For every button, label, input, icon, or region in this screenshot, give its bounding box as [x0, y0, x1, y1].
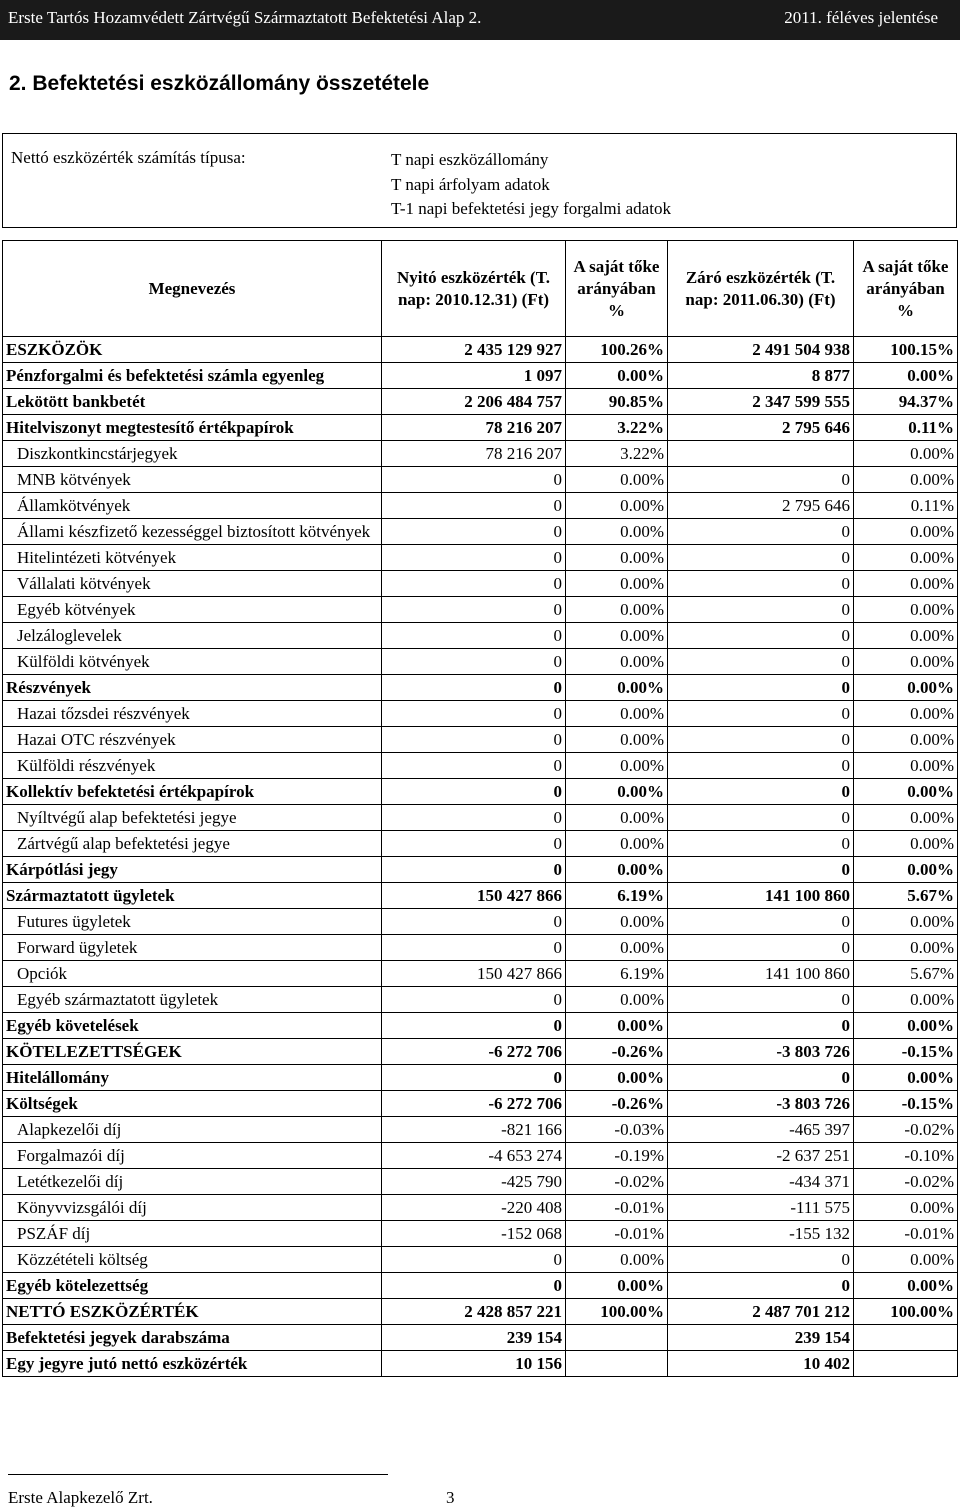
row-label: Egyéb kötelezettség: [3, 1273, 382, 1299]
footer-company: Erste Alapkezelő Zrt.: [8, 1488, 153, 1507]
closing-value-cell: 0: [668, 623, 854, 649]
closing-ratio-cell: 0.00%: [854, 805, 958, 831]
closing-value-cell: 0: [668, 779, 854, 805]
table-row: [3, 909, 958, 935]
closing-value-cell: 0: [668, 1065, 854, 1091]
opening-ratio-cell: 0.00%: [566, 935, 668, 961]
closing-ratio-cell: -0.15%: [854, 1039, 958, 1065]
opening-ratio-cell: -0.26%: [566, 1039, 668, 1065]
closing-ratio-cell: 0.00%: [854, 597, 958, 623]
closing-value-cell: 0: [668, 727, 854, 753]
table-row: [3, 883, 958, 909]
closing-ratio-cell: -0.02%: [854, 1169, 958, 1195]
table-row: [3, 623, 958, 649]
closing-ratio-cell: -0.02%: [854, 1117, 958, 1143]
header-closing-ratio: A saját tőke arányában %: [854, 241, 958, 337]
opening-value-cell: 0: [382, 493, 566, 519]
row-label: Alapkezelői díj: [3, 1117, 382, 1143]
row-label: Forward ügyletek: [3, 935, 382, 961]
table-row: [3, 1351, 958, 1377]
closing-ratio-cell: 0.00%: [854, 701, 958, 727]
opening-value-cell: 0: [382, 467, 566, 493]
table-row: [3, 467, 958, 493]
table-row: [3, 779, 958, 805]
closing-value-cell: 0: [668, 831, 854, 857]
closing-value-cell: 2 795 646: [668, 493, 854, 519]
row-label: Egyéb származtatott ügyletek: [3, 987, 382, 1013]
calculation-type-box: [2, 133, 957, 228]
opening-value-cell: 78 216 207: [382, 441, 566, 467]
closing-ratio-cell: 100.15%: [854, 337, 958, 363]
table-row: [3, 675, 958, 701]
closing-ratio-cell: 0.00%: [854, 675, 958, 701]
table-row: [3, 857, 958, 883]
closing-value-cell: -155 132: [668, 1221, 854, 1247]
table-row: [3, 727, 958, 753]
opening-value-cell: 1 097: [382, 363, 566, 389]
closing-ratio-cell: 0.00%: [854, 649, 958, 675]
table-row: [3, 1273, 958, 1299]
row-label: Külföldi kötvények: [3, 649, 382, 675]
opening-value-cell: 2 206 484 757: [382, 389, 566, 415]
table-row: [3, 493, 958, 519]
opening-ratio-cell: 0.00%: [566, 467, 668, 493]
table-row: [3, 1117, 958, 1143]
opening-value-cell: 0: [382, 1273, 566, 1299]
opening-ratio-cell: 100.00%: [566, 1299, 668, 1325]
row-label: MNB kötvények: [3, 467, 382, 493]
closing-ratio-cell: 0.00%: [854, 987, 958, 1013]
row-label: Egyéb követelések: [3, 1013, 382, 1039]
table-row: [3, 935, 958, 961]
table-row: [3, 1143, 958, 1169]
opening-value-cell: 78 216 207: [382, 415, 566, 441]
opening-value-cell: 0: [382, 1247, 566, 1273]
closing-ratio-cell: 5.67%: [854, 961, 958, 987]
row-label: Részvények: [3, 675, 382, 701]
table-row: [3, 545, 958, 571]
table-row: [3, 441, 958, 467]
closing-ratio-cell: 0.00%: [854, 753, 958, 779]
opening-ratio-cell: 6.19%: [566, 961, 668, 987]
opening-ratio-cell: 0.00%: [566, 701, 668, 727]
opening-ratio-cell: 0.00%: [566, 1065, 668, 1091]
closing-ratio-cell: 0.00%: [854, 545, 958, 571]
row-label: Hitelviszonyt megtestesítő értékpapírok: [3, 415, 382, 441]
opening-ratio-cell: 3.22%: [566, 441, 668, 467]
header-closing-value: Záró eszközérték (T. nap: 2011.06.30) (Ft): [668, 241, 854, 337]
closing-ratio-cell: 0.00%: [854, 1195, 958, 1221]
closing-ratio-cell: 0.00%: [854, 1065, 958, 1091]
closing-ratio-cell: -0.15%: [854, 1091, 958, 1117]
row-label: Költségek: [3, 1091, 382, 1117]
opening-ratio-cell: 0.00%: [566, 1247, 668, 1273]
table-row: [3, 987, 958, 1013]
closing-value-cell: 141 100 860: [668, 883, 854, 909]
closing-value-cell: 0: [668, 753, 854, 779]
closing-value-cell: 0: [668, 467, 854, 493]
calc-line: T-1 napi befektetési jegy forgalmi adatok: [391, 199, 671, 218]
opening-value-cell: 0: [382, 909, 566, 935]
closing-ratio-cell: 0.00%: [854, 935, 958, 961]
table-row: [3, 1091, 958, 1117]
row-label: ESZKÖZÖK: [3, 337, 382, 363]
table-row: [3, 1039, 958, 1065]
opening-ratio-cell: -0.01%: [566, 1221, 668, 1247]
opening-value-cell: 0: [382, 779, 566, 805]
closing-ratio-cell: 0.00%: [854, 857, 958, 883]
closing-value-cell: -465 397: [668, 1117, 854, 1143]
table-row: [3, 805, 958, 831]
opening-value-cell: 0: [382, 831, 566, 857]
closing-ratio-cell: 0.00%: [854, 571, 958, 597]
table-body: [3, 337, 958, 1377]
opening-value-cell: -821 166: [382, 1117, 566, 1143]
closing-value-cell: -2 637 251: [668, 1143, 854, 1169]
opening-ratio-cell: 0.00%: [566, 493, 668, 519]
opening-value-cell: 0: [382, 727, 566, 753]
opening-ratio-cell: 0.00%: [566, 857, 668, 883]
section-title: 2. Befektetési eszközállomány összetétele: [9, 72, 430, 95]
opening-ratio-cell: 0.00%: [566, 831, 668, 857]
row-label: Diszkontkincstárjegyek: [3, 441, 382, 467]
opening-ratio-cell: 0.00%: [566, 545, 668, 571]
calculation-type-label: Nettó eszközérték számítás típusa:: [11, 148, 246, 167]
closing-ratio-cell: 5.67%: [854, 883, 958, 909]
closing-value-cell: 2 795 646: [668, 415, 854, 441]
closing-ratio-cell: -0.01%: [854, 1221, 958, 1247]
closing-ratio-cell: -0.10%: [854, 1143, 958, 1169]
opening-value-cell: 0: [382, 623, 566, 649]
closing-value-cell: 239 154: [668, 1325, 854, 1351]
row-label: Könyvvizsgálói díj: [3, 1195, 382, 1221]
opening-value-cell: 0: [382, 857, 566, 883]
closing-value-cell: 2 347 599 555: [668, 389, 854, 415]
opening-value-cell: -152 068: [382, 1221, 566, 1247]
table-row: [3, 571, 958, 597]
closing-value-cell: 0: [668, 987, 854, 1013]
opening-value-cell: 150 427 866: [382, 961, 566, 987]
opening-value-cell: 0: [382, 1065, 566, 1091]
closing-ratio-cell: 0.00%: [854, 1247, 958, 1273]
calculation-type-values: [391, 148, 671, 222]
page-number: 3: [446, 1488, 455, 1507]
opening-value-cell: -6 272 706: [382, 1039, 566, 1065]
calc-line: T napi eszközállomány: [391, 150, 549, 169]
row-label: Pénzforgalmi és befektetési számla egyenleg: [3, 363, 382, 389]
opening-value-cell: 150 427 866: [382, 883, 566, 909]
closing-value-cell: 0: [668, 597, 854, 623]
closing-ratio-cell: 0.00%: [854, 1013, 958, 1039]
row-label: Vállalati kötvények: [3, 571, 382, 597]
closing-ratio-cell: [854, 1325, 958, 1351]
opening-value-cell: 0: [382, 649, 566, 675]
opening-ratio-cell: -0.19%: [566, 1143, 668, 1169]
document-header: [0, 0, 960, 40]
row-label: PSZÁF díj: [3, 1221, 382, 1247]
opening-value-cell: 0: [382, 701, 566, 727]
table-row: [3, 831, 958, 857]
table-row: [3, 337, 958, 363]
opening-value-cell: 0: [382, 571, 566, 597]
closing-ratio-cell: 94.37%: [854, 389, 958, 415]
footer-divider: [8, 1474, 388, 1475]
closing-ratio-cell: 100.00%: [854, 1299, 958, 1325]
closing-value-cell: 141 100 860: [668, 961, 854, 987]
row-label: Származtatott ügyletek: [3, 883, 382, 909]
row-label: Nyíltvégű alap befektetési jegye: [3, 805, 382, 831]
opening-ratio-cell: 0.00%: [566, 987, 668, 1013]
closing-value-cell: -3 803 726: [668, 1091, 854, 1117]
row-label: Befektetési jegyek darabszáma: [3, 1325, 382, 1351]
table-row: [3, 1325, 958, 1351]
closing-value-cell: 0: [668, 649, 854, 675]
opening-ratio-cell: 0.00%: [566, 649, 668, 675]
closing-value-cell: 0: [668, 675, 854, 701]
row-label: Kollektív befektetési értékpapírok: [3, 779, 382, 805]
closing-ratio-cell: 0.11%: [854, 493, 958, 519]
table-row: [3, 1299, 958, 1325]
closing-ratio-cell: [854, 1351, 958, 1377]
row-label: Egyéb kötvények: [3, 597, 382, 623]
row-label: Közzétételi költség: [3, 1247, 382, 1273]
table-row: [3, 363, 958, 389]
opening-ratio-cell: 0.00%: [566, 753, 668, 779]
table-row: [3, 415, 958, 441]
opening-ratio-cell: 0.00%: [566, 779, 668, 805]
row-label: Letétkezelői díj: [3, 1169, 382, 1195]
closing-value-cell: 0: [668, 701, 854, 727]
closing-ratio-cell: 0.00%: [854, 467, 958, 493]
closing-value-cell: 0: [668, 857, 854, 883]
header-opening-value: Nyitó eszközérték (T. nap: 2010.12.31) (Ft): [382, 241, 566, 337]
closing-value-cell: 0: [668, 805, 854, 831]
row-label: Külföldi részvények: [3, 753, 382, 779]
row-label: Jelzáloglevelek: [3, 623, 382, 649]
row-label: Zártvégű alap befektetési jegye: [3, 831, 382, 857]
opening-value-cell: 10 156: [382, 1351, 566, 1377]
opening-value-cell: 0: [382, 1013, 566, 1039]
closing-ratio-cell: 0.00%: [854, 727, 958, 753]
closing-ratio-cell: 0.00%: [854, 909, 958, 935]
row-label: Futures ügyletek: [3, 909, 382, 935]
closing-value-cell: 0: [668, 519, 854, 545]
opening-value-cell: -220 408: [382, 1195, 566, 1221]
closing-value-cell: 2 487 701 212: [668, 1299, 854, 1325]
table-row: [3, 753, 958, 779]
table-row: [3, 701, 958, 727]
table-row: [3, 1065, 958, 1091]
opening-value-cell: 2 435 129 927: [382, 337, 566, 363]
opening-ratio-cell: 0.00%: [566, 675, 668, 701]
closing-ratio-cell: 0.00%: [854, 831, 958, 857]
closing-ratio-cell: 0.00%: [854, 623, 958, 649]
opening-ratio-cell: 0.00%: [566, 597, 668, 623]
opening-ratio-cell: 0.00%: [566, 363, 668, 389]
closing-ratio-cell: 0.00%: [854, 363, 958, 389]
opening-value-cell: 0: [382, 805, 566, 831]
opening-value-cell: 0: [382, 597, 566, 623]
opening-value-cell: 0: [382, 675, 566, 701]
opening-value-cell: 0: [382, 545, 566, 571]
opening-ratio-cell: -0.03%: [566, 1117, 668, 1143]
row-label: Állami készfizető kezességgel biztosított kötvények: [3, 519, 382, 545]
closing-value-cell: -434 371: [668, 1169, 854, 1195]
calc-line: T napi árfolyam adatok: [391, 174, 550, 194]
closing-value-cell: 2 491 504 938: [668, 337, 854, 363]
closing-ratio-cell: 0.00%: [854, 779, 958, 805]
opening-ratio-cell: -0.02%: [566, 1169, 668, 1195]
opening-value-cell: -4 653 274: [382, 1143, 566, 1169]
opening-value-cell: 0: [382, 519, 566, 545]
opening-ratio-cell: 3.22%: [566, 415, 668, 441]
closing-ratio-cell: 0.00%: [854, 1273, 958, 1299]
row-label: Hitelállomány: [3, 1065, 382, 1091]
closing-value-cell: 0: [668, 545, 854, 571]
opening-value-cell: 239 154: [382, 1325, 566, 1351]
row-label: NETTÓ ESZKÖZÉRTÉK: [3, 1299, 382, 1325]
opening-ratio-cell: 0.00%: [566, 1273, 668, 1299]
opening-value-cell: -6 272 706: [382, 1091, 566, 1117]
closing-value-cell: 0: [668, 1247, 854, 1273]
closing-value-cell: 8 877: [668, 363, 854, 389]
table-row: [3, 1221, 958, 1247]
table-row: [3, 1169, 958, 1195]
opening-ratio-cell: 0.00%: [566, 623, 668, 649]
opening-ratio-cell: [566, 1325, 668, 1351]
closing-value-cell: 0: [668, 571, 854, 597]
row-label: Forgalmazói díj: [3, 1143, 382, 1169]
header-fund-name: Erste Tartós Hozamvédett Zártvégű Származtatott Befektetési Alap 2.: [8, 8, 482, 27]
closing-value-cell: 0: [668, 909, 854, 935]
opening-ratio-cell: -0.01%: [566, 1195, 668, 1221]
row-label: Opciók: [3, 961, 382, 987]
opening-ratio-cell: 0.00%: [566, 519, 668, 545]
opening-ratio-cell: 90.85%: [566, 389, 668, 415]
closing-value-cell: 0: [668, 935, 854, 961]
opening-ratio-cell: -0.26%: [566, 1091, 668, 1117]
closing-value-cell: -111 575: [668, 1195, 854, 1221]
row-label: Hazai tőzsdei részvények: [3, 701, 382, 727]
row-label: Hitelintézeti kötvények: [3, 545, 382, 571]
opening-value-cell: 0: [382, 987, 566, 1013]
opening-ratio-cell: 6.19%: [566, 883, 668, 909]
table-row: [3, 597, 958, 623]
row-label: Lekötött bankbetét: [3, 389, 382, 415]
asset-composition-table: [2, 240, 958, 1377]
closing-value-cell: -3 803 726: [668, 1039, 854, 1065]
opening-value-cell: 0: [382, 935, 566, 961]
opening-value-cell: 2 428 857 221: [382, 1299, 566, 1325]
table-row: [3, 1247, 958, 1273]
closing-value-cell: 10 402: [668, 1351, 854, 1377]
row-label: Hazai OTC részvények: [3, 727, 382, 753]
opening-ratio-cell: 0.00%: [566, 1013, 668, 1039]
row-label: Kárpótlási jegy: [3, 857, 382, 883]
opening-ratio-cell: 0.00%: [566, 909, 668, 935]
opening-value-cell: 0: [382, 753, 566, 779]
opening-ratio-cell: [566, 1351, 668, 1377]
table-row: [3, 1195, 958, 1221]
closing-ratio-cell: 0.11%: [854, 415, 958, 441]
header-opening-ratio: A saját tőke arányában %: [566, 241, 668, 337]
closing-value-cell: 0: [668, 1013, 854, 1039]
opening-ratio-cell: 100.26%: [566, 337, 668, 363]
closing-value-cell: 0: [668, 1273, 854, 1299]
opening-ratio-cell: 0.00%: [566, 571, 668, 597]
opening-value-cell: -425 790: [382, 1169, 566, 1195]
closing-value-cell: [668, 441, 854, 467]
table-row: [3, 389, 958, 415]
opening-ratio-cell: 0.00%: [566, 805, 668, 831]
header-megnevezes: Megnevezés: [3, 241, 382, 337]
row-label: KÖTELEZETTSÉGEK: [3, 1039, 382, 1065]
table-header-row: [3, 241, 958, 337]
table-row: [3, 961, 958, 987]
closing-ratio-cell: 0.00%: [854, 441, 958, 467]
table-row: [3, 649, 958, 675]
row-label: Államkötvények: [3, 493, 382, 519]
opening-ratio-cell: 0.00%: [566, 727, 668, 753]
row-label: Egy jegyre jutó nettó eszközérték: [3, 1351, 382, 1377]
table-row: [3, 519, 958, 545]
table-row: [3, 1013, 958, 1039]
header-report-period: 2011. féléves jelentése: [784, 8, 938, 27]
closing-ratio-cell: 0.00%: [854, 519, 958, 545]
